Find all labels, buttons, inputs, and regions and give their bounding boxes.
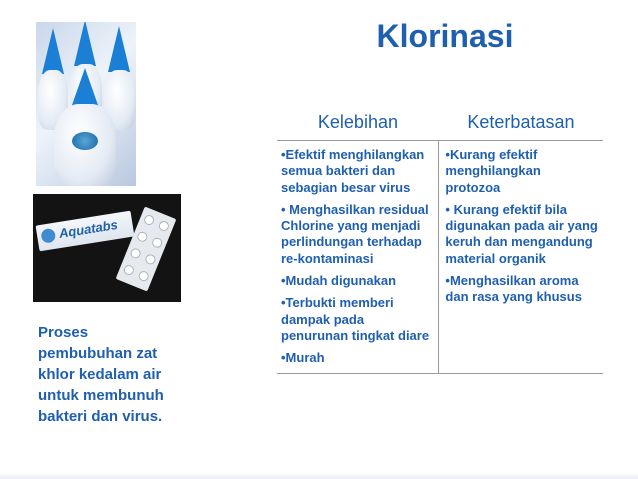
keterbatasan-cell xyxy=(439,141,603,374)
list-item: • Kurang efektif bila digunakan pada air yang keruh dan mengandung material organik xyxy=(445,201,598,266)
process-caption: Proses pembubuhan zat khlor kedalam air untuk membunuh bakteri dan virus. xyxy=(38,324,164,425)
list-item: •Menghasilkan aroma dan rasa yang khusus xyxy=(445,273,582,305)
aquatabs-box xyxy=(36,211,135,252)
list-item: •Efektif menghilangkan semua bakteri dan sebagian besar virus xyxy=(281,147,425,195)
slide-title: Klorinasi xyxy=(376,18,514,54)
kelebihan-cell xyxy=(277,141,439,374)
bottle-label xyxy=(72,132,98,150)
slide-bottom-edge xyxy=(0,472,638,479)
list-item: •Murah xyxy=(281,350,325,366)
list-item: • Menghasilkan residual Chlorine yang menjadi perlindungan terhadap re-kontaminasi xyxy=(281,201,429,266)
list-item: •Terbukti memberi dampak pada penurunan tingkat diare xyxy=(281,295,430,343)
header-keterbatasan: Keterbatasan xyxy=(439,104,603,141)
list-item: •Kurang efektif menghilangkan protozoa xyxy=(445,147,541,195)
list-item: •Mudah digunakan xyxy=(281,273,397,289)
drop-icon xyxy=(40,228,56,244)
chlorine-bottles-photo xyxy=(36,22,136,186)
comparison-table xyxy=(277,104,603,374)
header-kelebihan: Kelebihan xyxy=(277,104,439,141)
aquatabs-brand: Aquatabs xyxy=(57,216,119,241)
aquatabs-photo xyxy=(33,194,181,302)
